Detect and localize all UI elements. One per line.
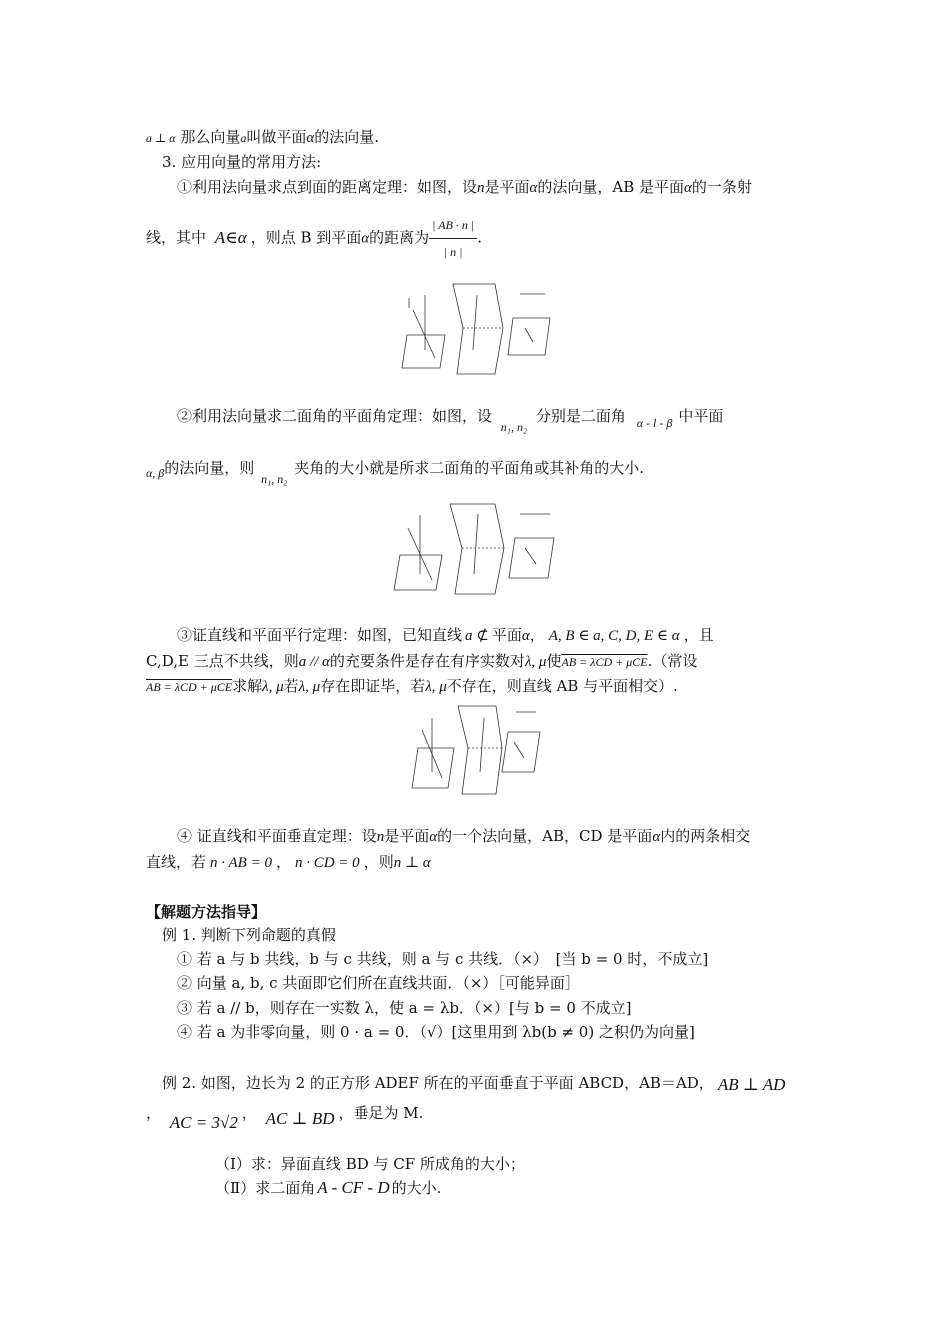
text: ，垂足为 M. [338,1104,424,1122]
text: 直线，若 [146,853,207,871]
fraction-denominator: | n | [443,245,463,259]
example1-item-3: ③ 若 a // b，则存在一实数 λ，使 a = λb．（×）[与 b = 0 不成立] [177,999,632,1017]
vector-equation: AB = λCD + μCE [146,680,233,694]
text: ③证直线和平面平行定理：如图，已知直线 [177,626,463,644]
text: 中平面 [678,407,724,425]
section-title: 3. 应用向量的常用方法: [162,153,322,171]
text: ，则 [363,853,394,871]
text: 夹角的大小就是所求二面角的平面角或其补角的大小. [294,459,644,477]
text: 的大小. [391,1179,442,1197]
text: 平面 [491,626,522,644]
text: 的一个法向量，AB，CD 是平面 [437,827,653,845]
points-formula: A, B ∈ a, C, D, E ∈ α [548,628,680,644]
dot-product-ab: n · AB = 0 [210,855,272,871]
alpha-beta: α, β [146,466,165,480]
text: 是平面 [384,827,430,845]
method2-line1 [177,403,724,434]
ac-length: AC = 3√2 [169,1113,238,1132]
text: 的法向量，则 [164,459,255,477]
text: 的法向量，AB 是平面 [537,178,685,196]
text: 求解 [232,677,263,695]
n1-n2: n₁, n₂ [500,420,528,434]
example2-line2 [146,1100,424,1132]
alpha: α [521,628,530,644]
vector-equation: AB = λCD + μCE [561,655,648,669]
example2-question-2 [215,1178,441,1198]
lambda-mu: λ, μ [524,654,547,670]
text: 的一条射 [691,178,752,196]
method4-line2 [146,852,431,873]
text: . [477,228,482,247]
text: 若 [283,677,299,695]
method3-line1 [177,625,714,646]
text: ， [241,1104,257,1122]
fraction-numerator: | AB · n | [429,212,477,239]
figure-3 [408,700,548,795]
method1-line1 [177,177,752,198]
method3-line2 [146,651,697,672]
example1-item-2: ② 向量 a, b, c 共面即它们所在直线共面．（×）［可能异面］ [177,974,580,992]
alpha: α [361,230,370,247]
figure-2-drawing [390,500,560,595]
text: 内的两条相交 [660,827,751,845]
example1-title: 例 1. 判断下列命题的真假 [162,926,336,944]
figure-1 [395,280,555,375]
figure-1-drawing [395,280,555,375]
text: 的法向量. [314,128,380,146]
dot-product-cd: n · CD = 0 [294,855,360,871]
lambda-mu: λ, μ [298,679,321,695]
text: ④ 证直线和平面垂直定理：设 [177,827,377,845]
example1-item-4: ④ 若 a 为非零向量，则 0 · a = 0．（√）[这里用到 λb(b ≠ 0) 之积仍为向量] [177,1023,695,1041]
method3-line3 [146,676,678,697]
text: ， [529,626,545,644]
text: 那么向量 [180,128,241,146]
method1-line2 [146,212,482,265]
text: （Ⅱ）求二面角 [215,1179,316,1197]
text: ， [275,853,291,871]
vec-a: a [240,131,247,145]
text: 叫做平面 [246,128,307,146]
dihedral-angle: α - l - β [636,416,673,430]
text: ，且 [683,626,714,644]
cond-formula: A∈α [214,227,247,247]
distance-fraction [429,212,477,265]
text: 存在即证毕，若 [320,677,426,695]
alpha: α [529,180,538,196]
text: .（常设 [647,652,698,670]
perp-formula: a ⊥ α [146,131,176,145]
example1-item-1: ① 若 a 与 b 共线，b 与 c 共线，则 a 与 c 共线．（×） [当 b = 0 时，不成立] [177,950,709,968]
text: C,D,E 三点不共线，则 [146,652,299,670]
example2-question-1: （Ⅰ）求：异面直线 BD 与 CF 所成角的大小； [215,1155,525,1173]
lambda-mu: λ, μ [425,679,447,695]
text: 分别是二面角 [535,407,626,425]
alpha: α [306,130,315,146]
lambda-mu: λ, μ [262,679,284,695]
not-subset: a ⊄ [465,628,489,644]
n1-n2: n₁, n₂ [261,472,288,486]
alpha: α [652,829,661,845]
parallel-formula: a // α [298,654,330,670]
text: 不存在，则直线 AB 与平面相交）. [446,677,678,695]
text: 线，其中 [146,228,207,247]
method2-line2 [146,455,644,486]
text: ①利用法向量求点到面的距离定理：如图，设 [177,178,478,196]
example2-line1 [162,1073,785,1093]
figure-2 [390,500,560,595]
text: 的距离为 [369,228,430,247]
method4-line1 [177,826,750,847]
text: ，则点 B 到平面 [250,228,362,247]
alpha: α [684,180,692,196]
alpha: α [429,829,438,845]
text: ， [146,1104,162,1122]
dihedral-formula: A - CF - D [317,1178,390,1197]
n: n [376,829,385,845]
text: ②利用法向量求二面角的平面角定理：如图，设 [177,407,493,425]
ac-perp-bd: AC ⊥ BD [265,1109,335,1128]
ab-perp-ad: AB ⊥ AD [717,1075,786,1094]
n: n [477,180,485,196]
perp-conclusion: n ⊥ α [393,855,431,871]
text: 的充要条件是存在有序实数对 [329,652,525,670]
text: 使 [546,652,562,670]
guide-heading: 【解题方法指导】 [146,903,267,921]
text: 例 2. 如图，边长为 2 的正方形 ADEF 所在的平面垂直于平面 ABCD，AB＝AD， [162,1074,714,1092]
figure-3-drawing [408,700,548,795]
text: 是平面 [484,178,530,196]
normal-vector-definition [146,127,379,148]
